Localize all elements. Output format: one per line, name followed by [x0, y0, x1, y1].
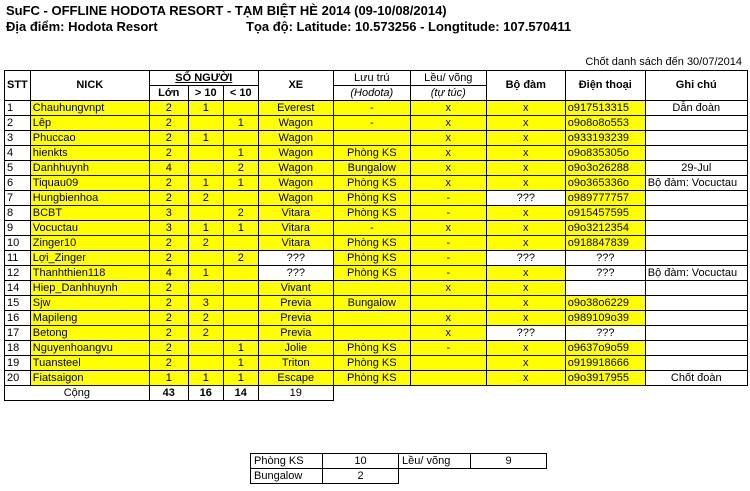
row-nick: Betong: [30, 326, 149, 341]
row-nick: BCBT: [30, 206, 149, 221]
row-luu-tru: -: [333, 221, 410, 236]
row-bo-dam: x: [486, 161, 565, 176]
row-dien-thoai: o9o3212354: [565, 221, 645, 236]
row-nick: Tiquau09: [30, 176, 149, 191]
table-row: [5, 101, 748, 116]
row-bo-dam: x: [486, 266, 565, 281]
row-leu-vong: [410, 296, 486, 311]
row-ghi-chu: Bộ đàm: Vocuctau: [645, 176, 747, 191]
col-xe: XE: [258, 71, 333, 101]
row-bo-dam: ???: [486, 251, 565, 266]
row-dien-thoai: o9o3o26288: [565, 161, 645, 176]
row-gt10: [188, 251, 223, 266]
summary-table: [250, 453, 547, 484]
row-xe: Vitara: [258, 221, 333, 236]
row-xe: Wagon: [258, 131, 333, 146]
table-row: [5, 161, 748, 176]
row-ghi-chu: Chốt đoàn: [645, 371, 747, 386]
row-ghi-chu: [645, 296, 747, 311]
row-lon: 2: [149, 101, 188, 116]
row-luu-tru: Phòng KS: [333, 146, 410, 161]
row-lt10: [223, 281, 258, 296]
summary-leu-value: 9: [471, 454, 547, 469]
row-gt10: [188, 161, 223, 176]
row-bo-dam: x: [486, 311, 565, 326]
row-gt10: 1: [188, 131, 223, 146]
total-lon: 43: [149, 386, 188, 401]
row-stt: 18: [5, 341, 31, 356]
row-lt10: 1: [223, 146, 258, 161]
row-nick: Lợi_Zinger: [30, 251, 149, 266]
row-stt: 4: [5, 146, 31, 161]
totals-row: [5, 386, 748, 401]
row-dien-thoai: o919918666: [565, 356, 645, 371]
row-stt: 6: [5, 176, 31, 191]
row-xe: Previa: [258, 326, 333, 341]
row-stt: 5: [5, 161, 31, 176]
row-stt: 7: [5, 191, 31, 206]
row-dien-thoai: ???: [565, 266, 645, 281]
row-dien-thoai: o917513315: [565, 101, 645, 116]
row-xe: Everest: [258, 101, 333, 116]
row-luu-tru: [333, 326, 410, 341]
row-lt10: 1: [223, 356, 258, 371]
row-nick: Chauhungvnpt: [30, 101, 149, 116]
row-lon: 3: [149, 206, 188, 221]
row-stt: 17: [5, 326, 31, 341]
table-row: [5, 371, 748, 386]
table-row: [5, 221, 748, 236]
row-gt10: [188, 206, 223, 221]
row-dien-thoai: o9o8o8o553: [565, 116, 645, 131]
row-xe: Wagon: [258, 116, 333, 131]
row-gt10: 3: [188, 296, 223, 311]
row-lt10: 1: [223, 116, 258, 131]
coordinates-label: Tọa độ: Latitude: 10.573256 - Longtitude: 107.570411: [246, 19, 572, 34]
row-stt: 19: [5, 356, 31, 371]
row-xe: ???: [258, 266, 333, 281]
row-leu-vong: -: [410, 251, 486, 266]
row-luu-tru: Phòng KS: [333, 266, 410, 281]
row-lon: 2: [149, 236, 188, 251]
row-xe: Jolie: [258, 341, 333, 356]
row-lon: 2: [149, 326, 188, 341]
table-row: [5, 116, 748, 131]
row-bo-dam: ???: [486, 191, 565, 206]
row-ghi-chu: [645, 281, 747, 296]
row-lt10: 1: [223, 341, 258, 356]
participant-table: [4, 70, 748, 401]
row-dien-thoai: o9o38o6229: [565, 296, 645, 311]
row-lon: 3: [149, 221, 188, 236]
row-lt10: [223, 326, 258, 341]
row-xe: Vitara: [258, 206, 333, 221]
total-gt10: 16: [188, 386, 223, 401]
row-leu-vong: -: [410, 191, 486, 206]
total-lt10: 14: [223, 386, 258, 401]
table-row: [5, 251, 748, 266]
table-row: [5, 326, 748, 341]
row-stt: 3: [5, 131, 31, 146]
row-bo-dam: x: [486, 236, 565, 251]
row-lt10: 1: [223, 371, 258, 386]
row-leu-vong: x: [410, 311, 486, 326]
row-dien-thoai: o918847839: [565, 236, 645, 251]
row-gt10: [188, 341, 223, 356]
row-leu-vong: x: [410, 326, 486, 341]
col-dien-thoai: Điện thoại: [565, 71, 645, 101]
row-leu-vong: x: [410, 176, 486, 191]
row-ghi-chu: [645, 251, 747, 266]
row-ghi-chu: [645, 326, 747, 341]
summary-phong-ks-value: 10: [323, 454, 399, 469]
row-luu-tru: Phòng KS: [333, 251, 410, 266]
row-stt: 16: [5, 311, 31, 326]
row-leu-vong: -: [410, 236, 486, 251]
row-gt10: 1: [188, 176, 223, 191]
row-dien-thoai: o933193239: [565, 131, 645, 146]
col-so-nguoi: SỐ NGƯỜI: [149, 71, 258, 86]
row-nick: Danhhuynh: [30, 161, 149, 176]
row-gt10: [188, 146, 223, 161]
col-bo-dam: Bộ đàm: [486, 71, 565, 101]
row-xe: Triton: [258, 356, 333, 371]
row-lon: 1: [149, 371, 188, 386]
row-leu-vong: x: [410, 161, 486, 176]
row-leu-vong: -: [410, 206, 486, 221]
row-leu-vong: x: [410, 146, 486, 161]
row-lon: 2: [149, 116, 188, 131]
row-stt: 10: [5, 236, 31, 251]
summary-bungalow-value: 2: [323, 469, 399, 484]
row-leu-vong: x: [410, 116, 486, 131]
location-label: Địa điểm: Hodota Resort: [6, 19, 158, 34]
row-stt: 11: [5, 251, 31, 266]
row-leu-vong: x: [410, 221, 486, 236]
col-lon: Lớn: [149, 86, 188, 101]
row-dien-thoai: o989777757: [565, 191, 645, 206]
row-luu-tru: -: [333, 101, 410, 116]
row-xe: Vivant: [258, 281, 333, 296]
row-gt10: 2: [188, 326, 223, 341]
row-xe: Wagon: [258, 191, 333, 206]
row-lt10: 1: [223, 176, 258, 191]
row-bo-dam: x: [486, 176, 565, 191]
row-gt10: 1: [188, 101, 223, 116]
row-lt10: 2: [223, 161, 258, 176]
row-ghi-chu: [645, 206, 747, 221]
row-gt10: [188, 356, 223, 371]
row-leu-vong: -: [410, 341, 486, 356]
row-bo-dam: x: [486, 206, 565, 221]
row-lon: 2: [149, 341, 188, 356]
table-row: [5, 281, 748, 296]
row-dien-thoai: ???: [565, 326, 645, 341]
col-lt10: < 10: [223, 86, 258, 101]
row-lon: 2: [149, 191, 188, 206]
row-luu-tru: Phòng KS: [333, 206, 410, 221]
row-leu-vong: x: [410, 131, 486, 146]
row-lt10: [223, 266, 258, 281]
row-luu-tru: Phòng KS: [333, 371, 410, 386]
row-bo-dam: x: [486, 146, 565, 161]
row-leu-vong: x: [410, 101, 486, 116]
row-lon: 2: [149, 296, 188, 311]
row-stt: 12: [5, 266, 31, 281]
table-row: [5, 236, 748, 251]
row-nick: Thanhthien118: [30, 266, 149, 281]
row-lt10: [223, 296, 258, 311]
row-stt: 20: [5, 371, 31, 386]
row-luu-tru: Phòng KS: [333, 176, 410, 191]
row-xe: Wagon: [258, 176, 333, 191]
sheet-title: SuFC - OFFLINE HODOTA RESORT - TẠM BIỆT HÈ 2014 (09-10/08/2014): [6, 3, 447, 18]
row-ghi-chu: 29-Jul: [645, 161, 747, 176]
col-leu-vong: Lều/ võng: [410, 71, 486, 86]
row-ghi-chu: [645, 341, 747, 356]
row-xe: ???: [258, 251, 333, 266]
row-stt: 1: [5, 101, 31, 116]
row-stt: 2: [5, 116, 31, 131]
row-dien-thoai: o9o3917955: [565, 371, 645, 386]
row-bo-dam: x: [486, 101, 565, 116]
col-nick: NICK: [30, 71, 149, 101]
row-xe: Previa: [258, 296, 333, 311]
row-xe: Wagon: [258, 161, 333, 176]
row-nick: hienkts: [30, 146, 149, 161]
row-luu-tru: Bungalow: [333, 161, 410, 176]
row-stt: 15: [5, 296, 31, 311]
row-dien-thoai: o9o365336o: [565, 176, 645, 191]
table-row: [5, 266, 748, 281]
list-cutoff-note: Chốt danh sách đến 30/07/2014: [585, 56, 742, 68]
table-row: [5, 176, 748, 191]
summary-phong-ks-label: Phòng KS: [251, 454, 323, 469]
row-leu-vong: x: [410, 281, 486, 296]
row-gt10: 2: [188, 236, 223, 251]
table-row: [5, 131, 748, 146]
col-gt10: > 10: [188, 86, 223, 101]
row-xe: Escape: [258, 371, 333, 386]
col-stt: STT: [5, 71, 31, 101]
row-luu-tru: Phòng KS: [333, 341, 410, 356]
row-luu-tru: -: [333, 116, 410, 131]
row-luu-tru: Phòng KS: [333, 191, 410, 206]
col-luu-tru-sub: (Hodota): [333, 86, 410, 101]
row-lon: 4: [149, 266, 188, 281]
col-luu-tru: Lưu trú: [333, 71, 410, 86]
row-gt10: 1: [188, 221, 223, 236]
row-luu-tru: Bungalow: [333, 296, 410, 311]
row-lt10: [223, 131, 258, 146]
row-nick: Fiatsaigon: [30, 371, 149, 386]
row-stt: 14: [5, 281, 31, 296]
row-nick: Tuansteel: [30, 356, 149, 371]
row-ghi-chu: Bộ đàm: Vocuctau: [645, 266, 747, 281]
row-lon: 2: [149, 251, 188, 266]
row-dien-thoai: [565, 281, 645, 296]
row-luu-tru: Phòng KS: [333, 236, 410, 251]
row-nick: Phuccao: [30, 131, 149, 146]
row-dien-thoai: o9637o9o59: [565, 341, 645, 356]
row-nick: Hiep_Danhhuynh: [30, 281, 149, 296]
row-ghi-chu: [645, 146, 747, 161]
row-leu-vong: [410, 371, 486, 386]
row-lon: 2: [149, 131, 188, 146]
row-luu-tru: [333, 311, 410, 326]
row-lon: 2: [149, 176, 188, 191]
row-dien-thoai: ???: [565, 251, 645, 266]
row-bo-dam: x: [486, 116, 565, 131]
col-leu-sub: (tự túc): [410, 86, 486, 101]
row-lt10: 2: [223, 206, 258, 221]
row-ghi-chu: [645, 131, 747, 146]
row-bo-dam: x: [486, 221, 565, 236]
row-bo-dam: x: [486, 131, 565, 146]
row-gt10: 2: [188, 311, 223, 326]
row-nick: Lêp: [30, 116, 149, 131]
row-dien-thoai: o989109o39: [565, 311, 645, 326]
row-lon: 4: [149, 161, 188, 176]
row-bo-dam: x: [486, 341, 565, 356]
row-xe: Wagon: [258, 146, 333, 161]
summary-leu-label: Lều/ võng: [399, 454, 471, 469]
table-row: [5, 341, 748, 356]
row-ghi-chu: [645, 356, 747, 371]
row-luu-tru: [333, 131, 410, 146]
row-bo-dam: ???: [486, 326, 565, 341]
table-row: [5, 356, 748, 371]
table-row: [5, 146, 748, 161]
row-dien-thoai: o9o835305o: [565, 146, 645, 161]
row-stt: 9: [5, 221, 31, 236]
row-dien-thoai: o915457595: [565, 206, 645, 221]
row-xe: Vitara: [258, 236, 333, 251]
row-leu-vong: [410, 356, 486, 371]
row-lon: 2: [149, 146, 188, 161]
row-nick: Zinger10: [30, 236, 149, 251]
row-ghi-chu: [645, 191, 747, 206]
row-ghi-chu: [645, 236, 747, 251]
row-lon: 2: [149, 356, 188, 371]
row-ghi-chu: [645, 221, 747, 236]
table-row: [5, 191, 748, 206]
row-leu-vong: -: [410, 266, 486, 281]
row-gt10: 1: [188, 266, 223, 281]
row-lon: 2: [149, 281, 188, 296]
row-nick: Hungbienhoa: [30, 191, 149, 206]
row-gt10: [188, 116, 223, 131]
summary-row-1: [251, 454, 547, 469]
row-lt10: [223, 236, 258, 251]
header-row-1: [5, 71, 748, 86]
row-lt10: [223, 311, 258, 326]
summary-row-2: [251, 469, 547, 484]
row-xe: Previa: [258, 311, 333, 326]
row-lon: 2: [149, 311, 188, 326]
row-nick: Sjw: [30, 296, 149, 311]
row-bo-dam: x: [486, 281, 565, 296]
totals-label: Cộng: [5, 386, 150, 401]
row-lt10: 1: [223, 221, 258, 236]
row-gt10: 1: [188, 371, 223, 386]
row-ghi-chu: [645, 116, 747, 131]
row-ghi-chu: [645, 311, 747, 326]
table-row: [5, 206, 748, 221]
row-lt10: 2: [223, 251, 258, 266]
row-lt10: [223, 191, 258, 206]
row-gt10: [188, 281, 223, 296]
row-bo-dam: x: [486, 356, 565, 371]
row-stt: 8: [5, 206, 31, 221]
row-luu-tru: [333, 281, 410, 296]
col-ghi-chu: Ghi chú: [645, 71, 747, 101]
row-lt10: [223, 101, 258, 116]
table-row: [5, 296, 748, 311]
row-nick: Mapileng: [30, 311, 149, 326]
summary-bungalow-label: Bungalow: [251, 469, 323, 484]
row-nick: Vocuctau: [30, 221, 149, 236]
row-nick: Nguyenhoangvu: [30, 341, 149, 356]
row-ghi-chu: Dẫn đoàn: [645, 101, 747, 116]
row-gt10: 2: [188, 191, 223, 206]
row-bo-dam: x: [486, 296, 565, 311]
row-luu-tru: Phòng KS: [333, 356, 410, 371]
row-bo-dam: x: [486, 371, 565, 386]
table-row: [5, 311, 748, 326]
total-xe: 19: [258, 386, 333, 401]
